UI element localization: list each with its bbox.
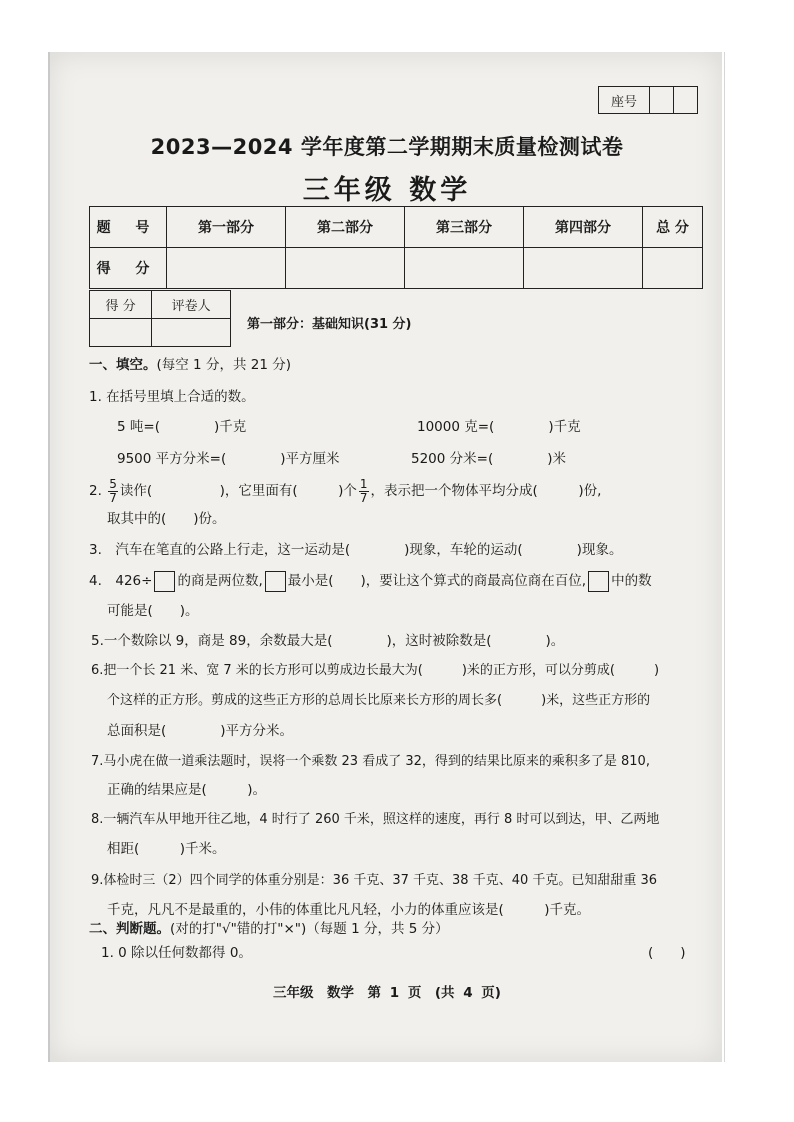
grader-table <box>89 290 231 347</box>
fraction-denominator: 7 <box>109 490 117 505</box>
q1-a: 5 吨=( )千克 <box>117 419 247 435</box>
q8-line1: 8.一辆汽车从甲地开往乙地，4 时行了 260 千米，照这样的速度，再行 8 时可以到达，甲、乙两地 <box>91 812 660 827</box>
q4-line1 <box>89 570 652 592</box>
score-cell[interactable] <box>524 248 643 289</box>
score-header-part3: 第三部分 <box>405 207 524 248</box>
score-cell[interactable] <box>405 248 524 289</box>
q1-c: 9500 平方分米=( )平方厘米 <box>117 451 340 467</box>
q4-c: 最小是( )，要让这个算式的商最高位商在百位, <box>287 573 587 589</box>
fraction-denominator: 7 <box>359 490 368 505</box>
section2-heading-line <box>89 920 449 938</box>
q2-part2: ，表示把一个物体平均分成( )份, <box>370 483 602 499</box>
exam-subtitle: 三年级 数学 <box>302 175 472 206</box>
q2-number: 2. <box>89 483 102 499</box>
seat-cell <box>650 87 674 113</box>
score-header-label: 题 号 <box>90 207 167 248</box>
q2-line2: 取其中的( )份。 <box>107 511 226 527</box>
score-cell[interactable] <box>286 248 405 289</box>
section1-heading: 一、填空。 <box>89 357 157 373</box>
score-cell[interactable] <box>643 248 703 289</box>
q4-b: 的商是两位数, <box>177 573 263 589</box>
q3: 3. 汽车在笔直的公路上行走，这一运动是( )现象，车轮的运动( )现象。 <box>89 542 623 558</box>
grader-score-label: 得 分 <box>90 291 152 319</box>
q1-b: 10000 克=( )千克 <box>417 419 581 435</box>
score-header-part4: 第四部分 <box>524 207 643 248</box>
q7-line2: 正确的结果应是( )。 <box>107 782 267 798</box>
q4-d: 中的数 <box>611 573 652 589</box>
q2-line1 <box>89 476 601 506</box>
score-header-part1: 第一部分 <box>167 207 286 248</box>
q1-text: 1. 在括号里填上合适的数。 <box>89 389 255 405</box>
answer-square[interactable] <box>588 571 609 592</box>
fraction-numerator: 1 <box>359 476 368 491</box>
q6-line2: 个这样的正方形。剪成的这些正方形的总周长比原来长方形的周长多( )米，这些正方形的 <box>107 693 651 708</box>
seat-cell <box>674 87 697 113</box>
section2-heading: 二、判断题。 <box>89 921 170 937</box>
score-table <box>89 206 703 289</box>
section1-note: (每空 1 分，共 21 分) <box>156 357 291 373</box>
seat-label: 座号 <box>599 87 650 113</box>
q9-line2: 千克，凡凡不是最重的，小伟的体重比凡凡轻，小力的体重应该是( )千克。 <box>107 902 591 918</box>
q8-line2: 相距( )千米。 <box>107 841 226 857</box>
q4-a: 4. 426÷ <box>89 573 153 589</box>
q4-line2: 可能是( )。 <box>107 603 199 619</box>
section1-heading-line <box>89 356 291 374</box>
q6-line3: 总面积是( )平方分米。 <box>107 723 294 739</box>
answer-square[interactable] <box>265 571 286 592</box>
fraction-numerator: 5 <box>109 476 117 491</box>
score-row-label: 得 分 <box>90 248 167 289</box>
part1-title: 第一部分：基础知识(31 分) <box>247 317 412 332</box>
score-cell[interactable] <box>167 248 286 289</box>
q5: 5.一个数除以 9，商是 89，余数最大是( )，这时被除数是( )。 <box>91 633 565 649</box>
section2-q1: 1. 0 除以任何数都得 0。 <box>101 945 252 961</box>
fraction-one-seventh <box>359 478 369 505</box>
q6-line1: 6.把一个长 21 米、宽 7 米的长方形可以剪成边长最大为( )米的正方形，可以分剪成( ) <box>91 663 660 678</box>
q2-part1: 读作( )，它里面有( )个 <box>119 483 357 499</box>
q9-line1: 9.体检时三（2）四个同学的体重分别是：36 千克、37 千克、38 千克、40 千克。已知甜甜重 36 <box>91 873 658 888</box>
answer-square[interactable] <box>154 571 175 592</box>
q7-line1: 7.马小虎在做一道乘法题时，误将一个乘数 23 看成了 32，得到的结果比原来的乘积多了是 810, <box>91 754 650 769</box>
section2-q1-answer[interactable]: ( ) <box>648 945 686 961</box>
grader-name-cell[interactable] <box>152 319 231 347</box>
seat-number-box <box>598 86 698 114</box>
exam-title: 2023—2024 学年度第二学期期末质量检测试卷 <box>150 135 624 159</box>
page-footer: 三年级 数学 第 1 页 (共 4 页) <box>273 985 501 1001</box>
score-header-total: 总 分 <box>643 207 703 248</box>
section2-note: (对的打"√"错的打"×")（每题 1 分，共 5 分） <box>170 921 449 937</box>
fraction-five-sevenths <box>108 478 118 505</box>
grader-name-label: 评卷人 <box>152 291 231 319</box>
score-header-part2: 第二部分 <box>286 207 405 248</box>
grader-score-cell[interactable] <box>90 319 152 347</box>
q1-d: 5200 分米=( )米 <box>411 451 566 467</box>
